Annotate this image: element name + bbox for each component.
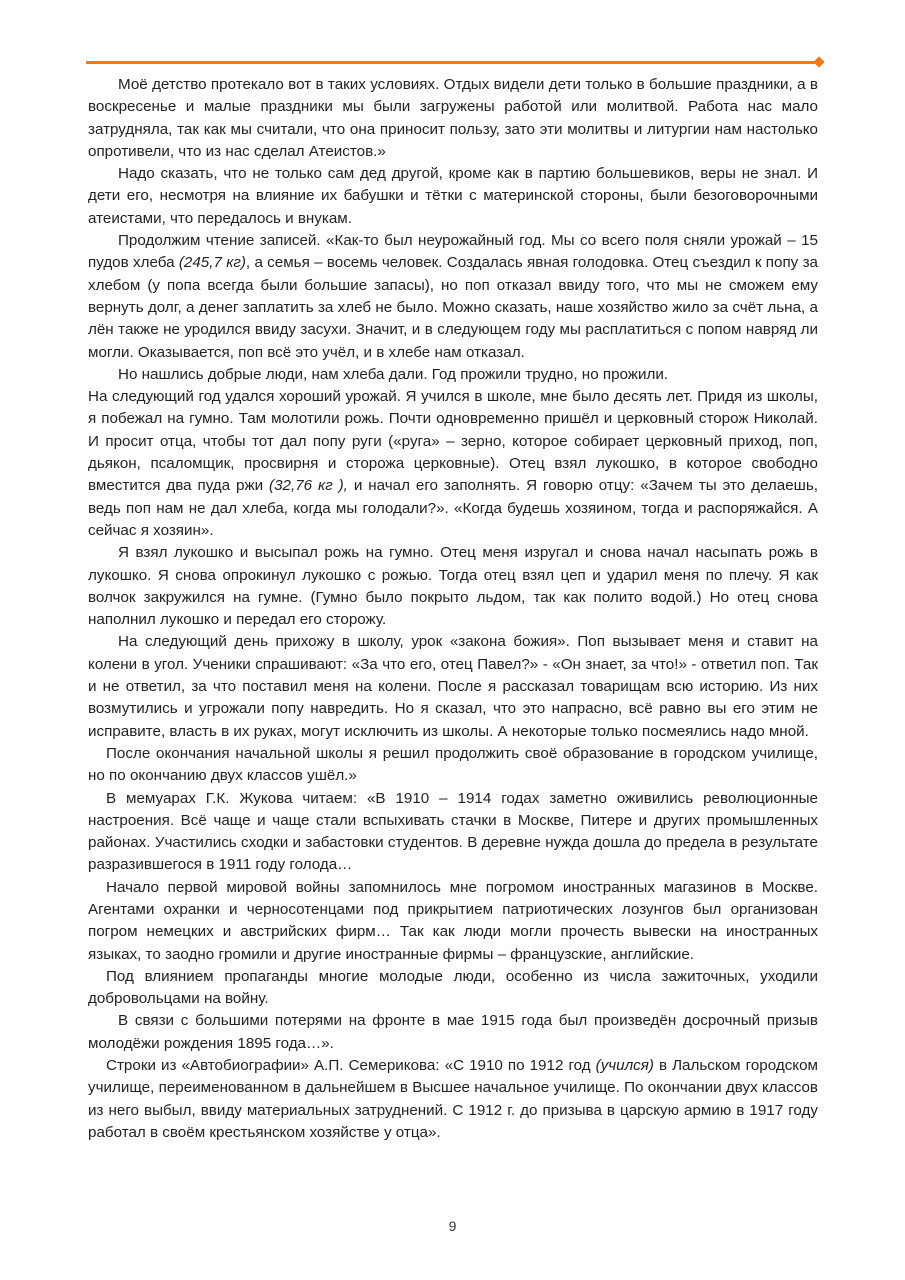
paragraph (88, 788, 818, 877)
paragraph (88, 364, 818, 386)
paragraph-text: и начал его заполнять. Я говорю отцу: «Зачем ты это делаешь, ведь поп нам не дал хлеба, когда мы голодали?». «Когда будешь хозяином, тогда и распоряжайся. А сейчас я хозяин». (88, 477, 818, 539)
paragraph (88, 542, 818, 631)
header-rule-diamond-icon (813, 56, 824, 67)
paragraph-text: Под влиянием пропаганды многие молодые люди, особенно из числа зажиточных, уходили добровольцами на войну. (88, 967, 818, 1008)
paragraph (88, 386, 818, 542)
paragraph-text: Моё детство протекало вот в таких условиях. Отдых видели дети только в большие праздники, а в воскресенье и малые праздники мы были загружены работой или молитвой. Работа нас мало затрудняла, так как мы считали, что она приносит пользу, зато эти молитвы и литургии нам настолько опротивели, что из нас сделал Атеистов.» (88, 76, 818, 160)
paragraph-text: В мемуарах Г.К. Жукова читаем: «В 1910 – 1914 годах заметно оживились революционные настроения. Всё чаще и чаще стали вспыхивать стачки в Москве, Питере и других промышленных районах. Участились сходки и забастовки студентов. В деревне нужда дошла до предела в результате разразившегося в 1911 году голода… (88, 789, 818, 874)
paragraph (88, 966, 818, 1011)
paragraph-text: , а семья – восемь человек. Создалась явная голодовка. Отец съездил к попу за хлебом (у попа всегда были большие запасы), но поп отказал ввиду того, что мы не сможем ему вернуть долг, а денег заплатить за хлеб не было. Можно сказать, наше хозяйство жило за счёт льна, а лён также не уродился ввиду засухи. Значит, и в следующем году мы расплатиться с попом навряд ли могли. Оказывается, поп всё это учёл, и в хлебе нам отказал. (88, 254, 818, 361)
body-text (88, 74, 818, 1144)
paragraph (88, 877, 818, 966)
paragraph-text: Продолжим чтение записей. «Как-то был неурожайный год. Мы со всего поля сняли урожай – 15 пудов хлеба (88, 232, 818, 272)
paragraph-text: Надо сказать, что не только сам дед другой, кроме как в партию большевиков, веры не знал. И дети его, несмотря на влияние их бабушки и тётки с материнской стороны, были безоговорочными атеистами, что передалось и внукам. (88, 165, 818, 227)
header-rule (86, 61, 816, 64)
paragraph-text: в Лальском городском училище, переименованном в дальнейшем в Высшее начальное училище. По окончании двух классов из него выбыл, ввиду материальных затруднений. С 1912 г. до призыва в царскую армию в 1917 году работал в своём крестьянском хозяйстве у отца». (88, 1057, 818, 1141)
paragraph (88, 163, 818, 230)
paragraph-text: Начало первой мировой войны запомнилось мне погромом иностранных магазинов в Москве. Агентами охранки и черносотенцами под прикрытием патриотических лозунгов был организован погром немецких и австрийских фирм… Так как люди могли прочесть вывески на иностранных языках, то заодно громили и другие иностранные фирмы – французские, английские. (88, 878, 818, 963)
paragraph (88, 631, 818, 742)
italic-note: (учился) (595, 1057, 654, 1075)
paragraph (88, 1010, 818, 1055)
paragraph-text: Я взял лукошко и высыпал рожь на гумно. Отец меня изругал и снова начал насыпать рожь в лукошко. Я снова опрокинул лукошко с рожью. Тогда отец взял цеп и ударил меня по плечу. Я как волчок закружился на гумне. (Гумно было покрыто льдом, так как полито водой.) Но отец снова наполнил лукошко и передал его сторожу. (88, 544, 818, 629)
page-number: 9 (448, 1218, 457, 1234)
paragraph (88, 74, 818, 163)
paragraph-text: Но нашлись добрые люди, нам хлеба дали. Год прожили трудно, но прожили. (118, 365, 669, 383)
paragraph (88, 230, 818, 364)
paragraph-text: После окончания начальной школы я решил продолжить своё образование в городском училище, но по окончанию двух классов ушёл.» (88, 744, 818, 785)
italic-note: (32,76 кг ), (269, 477, 348, 495)
paragraph-text: На следующий год удался хороший урожай. Я учился в школе, мне было десять лет. Придя из школы, я побежал на гумно. Там молотили рожь. Почти одновременно пришёл и церковный сторож Николай. И просит отца, чтобы тот дал попу руги («руга» – зерно, которое собирает церковный приход, поп, дьякон, псаломщик, просвирня и сторожа церковные). Отец взял лукошко, в которое свободно вместится два пуда ржи (88, 388, 818, 495)
paragraph (88, 1055, 818, 1144)
paragraph (88, 743, 818, 788)
paragraph-text: Строки из «Автобиографии» А.П. Семерикова: «С 1910 по 1912 год (106, 1057, 596, 1075)
paragraph-text: В связи с большими потерями на фронте в мае 1915 года был произведён досрочный призыв молодёжи рождения 1895 года…». (88, 1012, 818, 1052)
italic-note: (245,7 кг) (178, 254, 246, 272)
paragraph-text: На следующий день прихожу в школу, урок «закона божия». Поп вызывает меня и ставит на колени в угол. Ученики спрашивают: «За что его, отец Павел?» - «Он знает, за что!» - ответил поп. Так и не ответил, за что поставил меня на колени. После я рассказал товарищам всю историю. Из них возмутились и угрожали попу навредить. Но я сказал, что это напрасно, всё равно вы его этим не исправите, власть в их руках, могут исключить из школы. А некоторые только посмеялись надо мной. (88, 633, 818, 740)
